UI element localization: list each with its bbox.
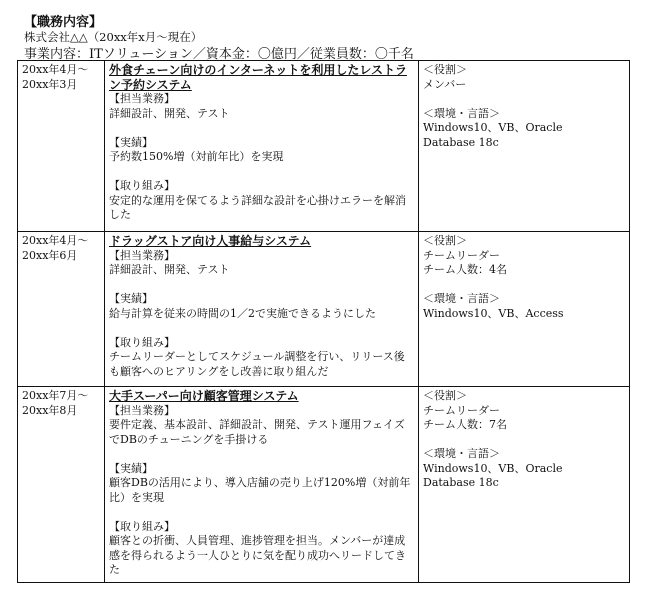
role-text: メンバー	[423, 77, 467, 91]
role-label: ＜役割＞	[423, 389, 467, 402]
period-end: 20xx年8月	[22, 403, 78, 417]
results-text: 予約数150%増（対前年比）を実現	[109, 150, 284, 163]
duties-text: 要件定義、基本設計、詳細設計、開発、テスト運用フェイズでDBのチューニングを手掛ける	[109, 418, 405, 446]
period-cell	[18, 61, 105, 232]
project-cell	[105, 232, 419, 387]
project-title: 外食チェーン向けのインターネットを利用したレストラン予約システム	[109, 63, 407, 92]
results-text: 給与計算を従来の時間の1／2で実施できるようにした	[109, 306, 376, 320]
role-text: チームリーダー	[423, 403, 500, 417]
table-row	[18, 232, 630, 387]
role-text: チームリーダー	[423, 248, 500, 262]
results-label: 【実績】	[109, 135, 153, 149]
duties-text: 詳細設計、開発、テスト	[109, 263, 230, 276]
role-cell	[419, 61, 630, 232]
role-cell	[419, 232, 630, 387]
duties-label: 【担当業務】	[109, 248, 175, 262]
env-text: Windows10、VB、Oracle Database 18c	[423, 461, 596, 489]
project-cell	[105, 61, 419, 232]
role-label: ＜役割＞	[423, 234, 467, 247]
project-cell	[105, 387, 419, 583]
company-line: 株式会社△△（20xx年x月～現在）	[24, 30, 203, 44]
period-start: 20xx年4月～	[22, 63, 89, 76]
business-line: 事業内容：ITソリューション／資本金：〇億円／従業員数：〇千名	[24, 47, 414, 62]
project-title: 大手スーパー向け顧客管理システム	[109, 389, 299, 403]
env-label: ＜環境・言語＞	[423, 106, 500, 120]
env-text: Windows10、VB、Access	[423, 306, 564, 320]
efforts-text: 安定的な運用を保てるよう詳細な設計を心掛けエラーを解消した	[109, 193, 406, 221]
env-label: ＜環境・言語＞	[423, 292, 500, 305]
results-label: 【実績】	[109, 461, 153, 475]
env-label: ＜環境・言語＞	[423, 447, 500, 460]
env-text: Windows10、VB、Oracle Database 18c	[423, 121, 596, 149]
duties-label: 【担当業務】	[109, 92, 175, 105]
efforts-label: 【取り組み】	[109, 179, 175, 192]
table-row	[18, 61, 630, 232]
efforts-label: 【取り組み】	[109, 335, 175, 349]
duties-text: 詳細設計、開発、テスト	[109, 106, 230, 120]
team-size: チーム人数：4名	[423, 263, 507, 276]
period-end: 20xx年6月	[22, 248, 78, 262]
results-label: 【実績】	[109, 292, 153, 305]
period-start: 20xx年4月～	[22, 234, 89, 247]
career-table	[17, 60, 630, 583]
section-title: 【職務内容】	[24, 15, 103, 30]
period-cell	[18, 387, 105, 583]
period-start: 20xx年7月～	[22, 389, 89, 402]
period-end: 20xx年3月	[22, 77, 78, 91]
team-size: チーム人数：7名	[423, 418, 507, 431]
duties-label: 【担当業務】	[109, 403, 175, 417]
results-text: 顧客DBの活用により、導入店舗の売り上げ120%増（対前年比）を実現	[109, 476, 411, 504]
role-cell	[419, 387, 630, 583]
efforts-label: 【取り組み】	[109, 519, 175, 533]
period-cell	[18, 232, 105, 387]
table-row	[18, 387, 630, 583]
role-label: ＜役割＞	[423, 63, 467, 76]
efforts-text: チームリーダーとしてスケジュール調整を行い、リリース後も顧客へのヒアリングをし改善に取り組んだ	[109, 350, 405, 378]
efforts-text: 顧客との折衝、人員管理、進捗管理を担当。メンバーが達成感を得られるよう一人ひとりに気を配り成功へリードしてきた	[109, 534, 406, 576]
project-title: ドラッグストア向け人事給与システム	[109, 234, 312, 248]
